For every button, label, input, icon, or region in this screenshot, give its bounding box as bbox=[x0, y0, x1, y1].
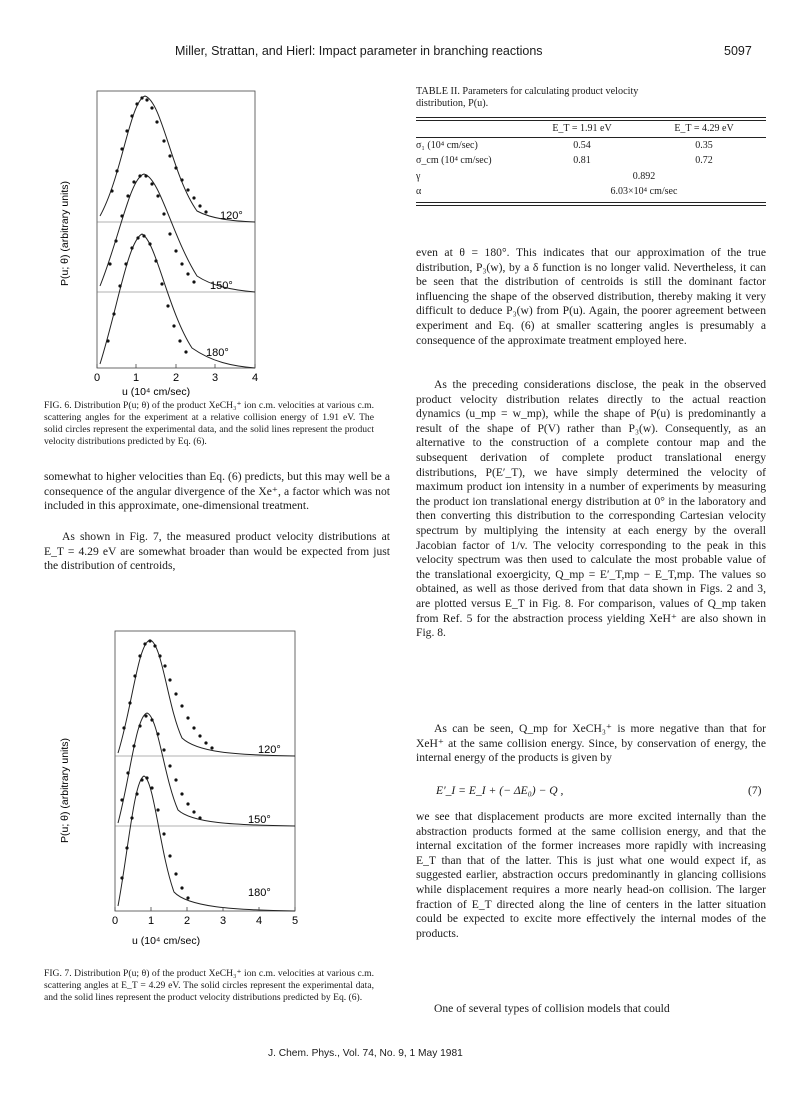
params-table bbox=[416, 121, 766, 200]
fig6-angle-180: 180° bbox=[206, 347, 229, 359]
fig7-angle-120: 120° bbox=[258, 744, 281, 756]
figure-6 bbox=[52, 86, 352, 398]
fig7-tick-5: 5 bbox=[292, 915, 299, 927]
fig7-frame bbox=[115, 631, 295, 911]
left-paragraph-1: somewhat to higher velocities than Eq. (6) predicts, but this may well be a consequence of the angular divergence of the Xe⁺, a factor which was not included in this approximate, one-dimensional treatment. bbox=[44, 470, 390, 513]
figure-7 bbox=[52, 628, 352, 950]
table-row bbox=[416, 169, 766, 185]
page-number: 5097 bbox=[724, 44, 752, 58]
table-2 bbox=[416, 117, 766, 206]
table-cell: σ₁ (10⁴ cm/sec) bbox=[416, 139, 478, 151]
fig7-points-180 bbox=[120, 776, 189, 899]
fig6-curve-150 bbox=[100, 174, 255, 292]
fig6-tick-3: 3 bbox=[212, 372, 219, 384]
fig6-curve-180 bbox=[100, 234, 255, 368]
fig7-tick-3: 3 bbox=[220, 915, 227, 927]
right-paragraph-2: As the preceding considerations disclose, the peak in the observed product velocity distribution relates directly to the actual reaction dynamics (u_mp = w_mp), while the shape of P(u) is predominantly a result of the shape of P(V) rather than P₃(w). Consequently, as an alternative to the construction of a complete contour map and the subsequent derivation of complete product translational energy distributions, P(E′_T), we have simply determined the velocity of maximum product ion intensity in a number of experiments by measuring the product ion translational energy distribution at 0° in the laboratory and then converting this distribution to the corresponding Cartesian velocity spectrum by multiplying the intensity at each energy by the overall Jacobian factor of 1/v. The velocity corresponding to the peak in this velocity spectrum was then used to calculate the most probable value of the translational exoergicity, Q_mp = E′_T,mp − E_T,mp. The values so obtained, as well as those derived from that data shown in Figs. 2 and 3, are plotted versus E_T in Fig. 8. For comparison, values of Q_mp taken from Ref. 5 for the abstraction process yielding XeH⁺ are also shown in Fig. 8. bbox=[416, 378, 766, 640]
fig6-tick-2: 2 bbox=[173, 372, 180, 384]
equation-7-number: (7) bbox=[748, 784, 762, 797]
fig7-tick-4: 4 bbox=[256, 915, 263, 927]
fig6-curve-120 bbox=[100, 96, 255, 222]
equation-7: E′_I = E_I + (− ΔE₀) − Q , bbox=[436, 784, 564, 797]
fig6-xlabel: u (10⁴ cm/sec) bbox=[122, 386, 191, 398]
fig6-angle-150: 150° bbox=[210, 280, 233, 292]
right-paragraph-4: we see that displacement products are more excited internally than the abstraction products formed at the same collision energy, and that the internal excitation of the former increases more rapidly with increasing E_T than that of the latter. This is just what one would expect if, as suggested earlier, abstraction occurs predominantly in glancing collisions while displacement requires a more nearly head-on collision. The larger fraction of E_T directed along the line of centers in the latter situation could be expected to excite more effectively the internal modes of the products. bbox=[416, 810, 766, 940]
left-paragraph-2: As shown in Fig. 7, the measured product velocity distributions at E_T = 4.29 eV are somewhat broader than would be expected from just the distribution of centroids, bbox=[44, 530, 390, 573]
fig7-curve-120 bbox=[118, 640, 295, 756]
figure-7-plot bbox=[52, 628, 352, 950]
table-row bbox=[416, 184, 766, 200]
table-cell: σ_cm (10⁴ cm/sec) bbox=[416, 155, 492, 167]
fig7-xlabel: u (10⁴ cm/sec) bbox=[132, 935, 201, 947]
right-paragraph-5: One of several types of collision models that could bbox=[434, 1002, 670, 1015]
fig6-caption: FIG. 6. Distribution P(u; θ) of the product XeCH₃⁺ ion c.m. velocities at various c.m. scattering angles for the experiment at a relative collision energy of 1.91 eV. The solid circles represent the experimental data, and the solid lines represent the product velocity distributions predicted by Eq. (6). bbox=[44, 400, 374, 447]
table-cell: 0.72 bbox=[695, 155, 713, 167]
table-cell: γ bbox=[416, 170, 421, 182]
figure-6-plot bbox=[52, 86, 352, 398]
right-paragraph-1: even at θ = 180°. This indicates that our approximation of the true distribution, P₃(w), by a δ function is no longer valid. Nevertheless, it can be seen that the distribution of centroids is still the dominant factor influencing the shape of the observed distribution, thereby making it very difficult to deduce P₃(w) from P(u). Again, the poorer agreement between experiment and Eq. (6) at smaller scattering angles is presumably a consequence of the approximate treatment employed here. bbox=[416, 246, 766, 347]
table-cell: 0.892 bbox=[632, 170, 656, 182]
fig7-tick-2: 2 bbox=[184, 915, 191, 927]
table-row bbox=[416, 153, 766, 169]
running-title: Miller, Strattan, and Hierl: Impact parameter in branching reactions bbox=[175, 44, 543, 58]
table-header-blank bbox=[416, 121, 522, 137]
table-cell: 0.81 bbox=[573, 155, 591, 167]
table2-title: TABLE II. Parameters for calculating product velocity distribution, P(u). bbox=[416, 86, 639, 110]
fig7-curve-150 bbox=[118, 713, 295, 826]
fig7-caption: FIG. 7. Distribution P(u; θ) of the product XeCH₃⁺ ion c.m. velocities at various c.m. scattering angles at E_T = 4.29 eV. The solid circles represent the experimental data, and the solid lines represent the product velocity distributions predicted by Eq. (6). bbox=[44, 968, 374, 1003]
fig7-angle-150: 150° bbox=[248, 814, 271, 826]
fig6-angle-120: 120° bbox=[220, 210, 243, 222]
table-row bbox=[416, 137, 766, 153]
table-header-et1: E_T = 1.91 eV bbox=[552, 123, 612, 135]
fig7-angle-180: 180° bbox=[248, 887, 271, 899]
fig6-points-150 bbox=[108, 174, 195, 283]
journal-footer: J. Chem. Phys., Vol. 74, No. 9, 1 May 1981 bbox=[268, 1048, 463, 1059]
table-header-et2: E_T = 4.29 eV bbox=[674, 123, 734, 135]
fig6-frame bbox=[97, 91, 255, 368]
fig7-tick-0: 0 bbox=[112, 915, 119, 927]
fig6-tick-0: 0 bbox=[94, 372, 101, 384]
table-header-row bbox=[416, 121, 766, 137]
fig7-ylabel: P(u; θ) (arbitrary units) bbox=[59, 737, 71, 843]
fig6-tick-4: 4 bbox=[252, 372, 259, 384]
table-cell: 6.03×10⁴ cm/sec bbox=[610, 186, 678, 198]
fig6-tick-1: 1 bbox=[133, 372, 140, 384]
table-cell: 0.35 bbox=[695, 139, 713, 151]
right-paragraph-3: As can be seen, Q_mp for XeCH₃⁺ is more negative than that for XeH⁺ at the same collision energy. Since, by conservation of energy, the internal energy of the products is given by bbox=[416, 722, 766, 765]
fig7-points-150 bbox=[120, 714, 201, 819]
fig6-ylabel: P(u; θ) (arbitrary units) bbox=[59, 180, 71, 286]
table-cell: α bbox=[416, 186, 422, 198]
table-cell: 0.54 bbox=[573, 139, 591, 151]
fig7-points-120 bbox=[122, 639, 213, 749]
fig7-tick-1: 1 bbox=[148, 915, 155, 927]
